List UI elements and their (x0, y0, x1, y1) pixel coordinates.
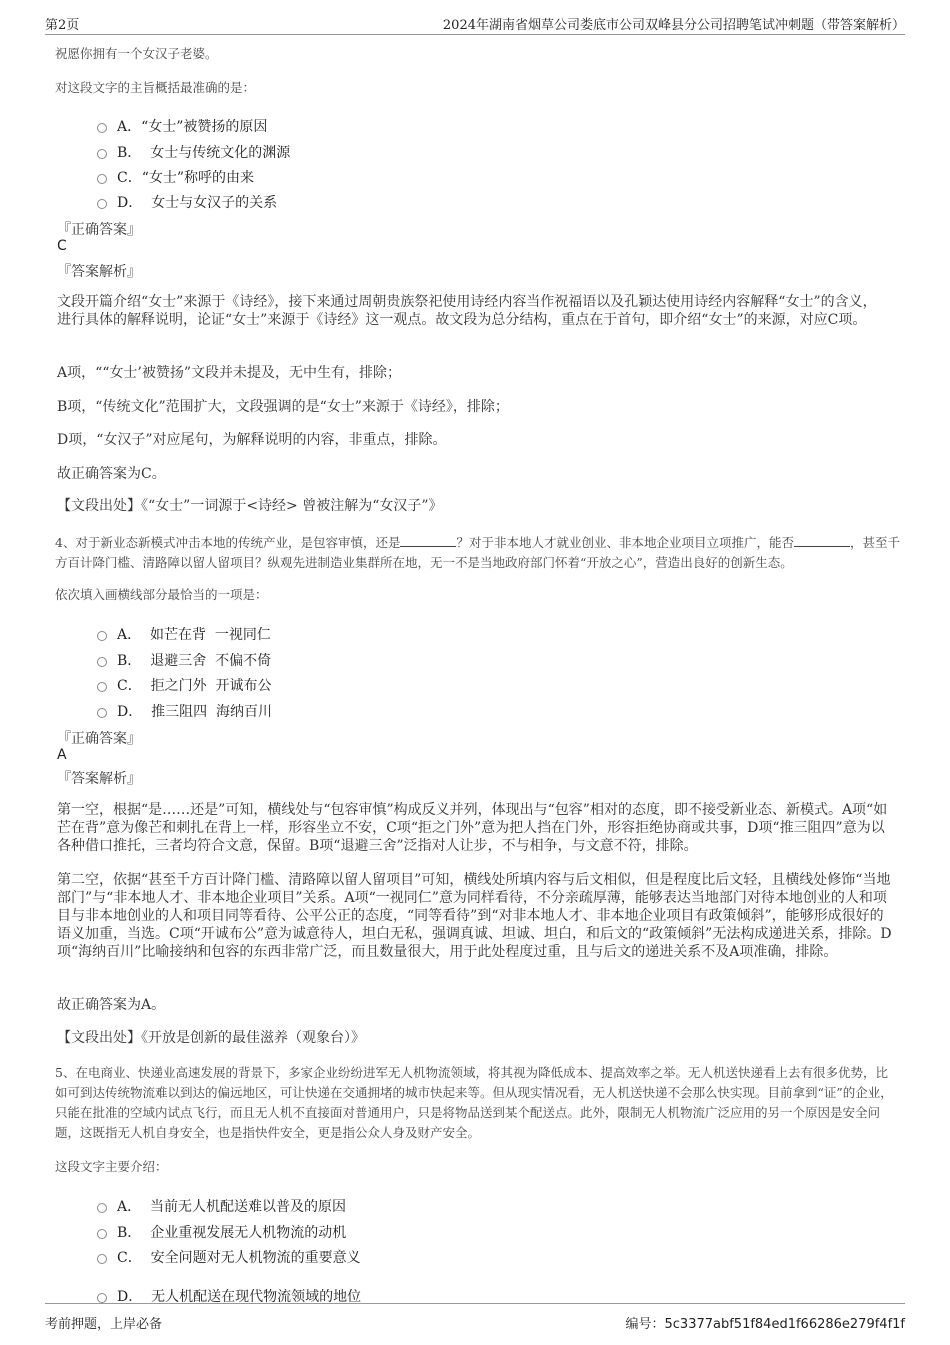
radio-icon[interactable] (97, 1293, 107, 1303)
q3-analysis-para-4: D项，“女汉子”对应尾句，为解释说明的内容，非重点，排除。 (57, 432, 447, 448)
q3-option-b[interactable]: B． 女士与传统文化的渊源 (97, 142, 290, 162)
q4-analysis-para-3: 故正确答案为A。 (57, 997, 166, 1013)
q4-source: 【文段出处】《开放是创新的最佳滋养（观象台）》 (57, 1030, 365, 1046)
q5-option-c[interactable]: C． 安全问题对无人机物流的重要意义 (97, 1247, 361, 1267)
radio-icon[interactable] (97, 174, 107, 184)
radio-icon[interactable] (97, 682, 107, 692)
q3-analysis-para-1: 文段开篇介绍“女士”来源于《诗经》，接下来通过周朝贵族祭祀使用诗经内容当作祝福语以及孔颖达使用诗经内容解释“女士”的含义，进行具体的解释说明，论证“女士”来源于《诗经》这一观点。故文段为总分结构，重点在于首句，即介绍“女士”的来源，对应C项。 (57, 294, 877, 328)
q5-option-d[interactable]: D． 无人机配送在现代物流领域的地位 (97, 1286, 361, 1306)
q4-analysis-para-1: 第一空，根据“是……还是”可知，横线处与“包容审慎”构成反义并列，体现出与“包容”相对的态度，即不接受新业态、新模式。A项“如芒在背”意为像芒和刺扎在背上一样，形容坐立不安，C项“拒之门外”意为把人挡在门外，形容拒绝协商或共事，D项“推三阻四”意为以各种借口推托，三者均符合文意，保留。B项“退避三舍”泛指对人让步，不与相争，与文意不符，排除。 (57, 802, 888, 854)
radio-icon[interactable] (97, 1203, 107, 1213)
q3-analysis-para-3: B项，“传统文化”范围扩大，文段强调的是“女士”来源于《诗经》，排除； (57, 399, 509, 415)
q4-analysis-para-2: 第二空，依据“甚至千方百计降门槛、清路障以留人留项目”可知，横线处所填内容与后文相似，但是程度比后文轻，且横线处修饰“当地部门”与“非本地人才、非本地企业项目”关系。A项“一视同仁”意为同样看待，不分亲疏厚薄，能够表达当地部门对待本地创业的人和项目与非本地创业的人和项目同等看待、公平公正的态度，“同等看待”到“对非本地人才、非本地企业项目有政策倾斜”，能够形成很好的语义加重，当选。C项“开诚布公”意为诚意待人，坦白无私，强调真诚、坦诚、坦白，和后文的“政策倾斜”无法构成递进关系，排除。D项“海纳百川”比喻接纳和包容的东西非常广泛，而且数量很大，用于此处程度过重，且与后文的递进关系不及A项准确，排除。 (57, 872, 892, 960)
q3-analysis-para-5: 故正确答案为C。 (57, 466, 166, 482)
radio-icon[interactable] (97, 123, 107, 133)
document-title: 2024年湖南省烟草公司娄底市公司双峰县分公司招聘笔试冲刺题（带答案解析） (442, 18, 905, 33)
q3-option-d[interactable]: D． 女士与女汉子的关系 (97, 192, 277, 212)
document-id: 编号：5c3377abf51f84ed1f66286e279f4f1f (625, 1317, 905, 1332)
q4-analysis-label: 『答案解析』 (57, 771, 141, 787)
q3-option-c[interactable]: C．“女士”称呼的由来 (97, 167, 254, 187)
fill-blank-1 (400, 534, 456, 547)
radio-icon[interactable] (97, 631, 107, 641)
q5-stem: 5、在电商业、快递业高速发展的背景下，多家企业纷纷进军无人机物流领域，将其视为降低成本、提高效率之举。无人机送快递看上去有很多优势，比如可到达传统物流难以到达的偏远地区，可让快递在交通拥堵的城市快起来等。但从现实情况看，无人机送快递不会那么快实现。目前拿到“证”的企业，只能在批准的空域内试点飞行，而且无人机不直接面对普通用户，只是将物品送到某个配送点。此外，限制无人机物流广泛应用的另一个原因是安全问题，这既指无人机自身安全，也是指快件安全，更是指公众人身及财产安全。 (55, 1065, 893, 1140)
page-header (45, 12, 905, 35)
q3-analysis-label: 『答案解析』 (57, 264, 141, 280)
q4-stem: 4、对于新业态新模式冲击本地的传统产业，是包容审慎，还是 ？对于非本地人才就业创业、非本地企业项目立项推广，能否 ，甚至千方百计降门槛、清路障以留人留项目？纵观先进制造业集群所在地，无一不是当地政府部门怀着“开放之心”，营造出良好的创新生态。 (55, 535, 900, 570)
q5-option-b[interactable]: B． 企业重视发展无人机物流的动机 (97, 1222, 346, 1242)
fill-blank-2 (794, 534, 850, 547)
q4-option-d[interactable]: D． 推三阻四 海纳百川 (97, 701, 272, 721)
radio-icon[interactable] (97, 199, 107, 209)
q4-answer-label: 『正确答案』 (57, 731, 141, 747)
radio-icon[interactable] (97, 657, 107, 667)
radio-icon[interactable] (97, 149, 107, 159)
q3-answer: C (57, 238, 67, 254)
page-number: 第2页 (45, 18, 80, 33)
q3-answer-label: 『正确答案』 (57, 222, 141, 238)
q4-option-a[interactable]: A． 如芒在背 一视同仁 (97, 624, 271, 644)
footer-slogan: 考前押题，上岸必备 (45, 1317, 163, 1332)
q3-analysis-para-2: A项，““女士’被赞扬”文段并未提及，无中生有，排除； (57, 365, 402, 381)
q4-prompt: 依次填入画横线部分最恰当的一项是： (55, 587, 268, 602)
q3-option-a[interactable]: A．“女士”被赞扬的原因 (97, 116, 267, 136)
q4-answer: A (57, 747, 67, 763)
q3-prompt: 对这段文字的主旨概括最准确的是： (55, 80, 256, 95)
radio-icon[interactable] (97, 1254, 107, 1264)
q3-stem-tail: 祝愿你拥有一个女汉子老婆。 (55, 46, 218, 61)
q5-prompt: 这段文字主要介绍： (55, 1159, 168, 1174)
radio-icon[interactable] (97, 1229, 107, 1239)
q3-source: 【文段出处】《“女士”一词源于<诗经> 曾被注解为“女汉子”》 (57, 498, 443, 514)
page-footer (45, 1303, 905, 1334)
q5-option-a[interactable]: A． 当前无人机配送难以普及的原因 (97, 1196, 346, 1216)
radio-icon[interactable] (97, 708, 107, 718)
q4-option-c[interactable]: C． 拒之门外 开诚布公 (97, 675, 272, 695)
q4-option-b[interactable]: B． 退避三舍 不偏不倚 (97, 650, 271, 670)
